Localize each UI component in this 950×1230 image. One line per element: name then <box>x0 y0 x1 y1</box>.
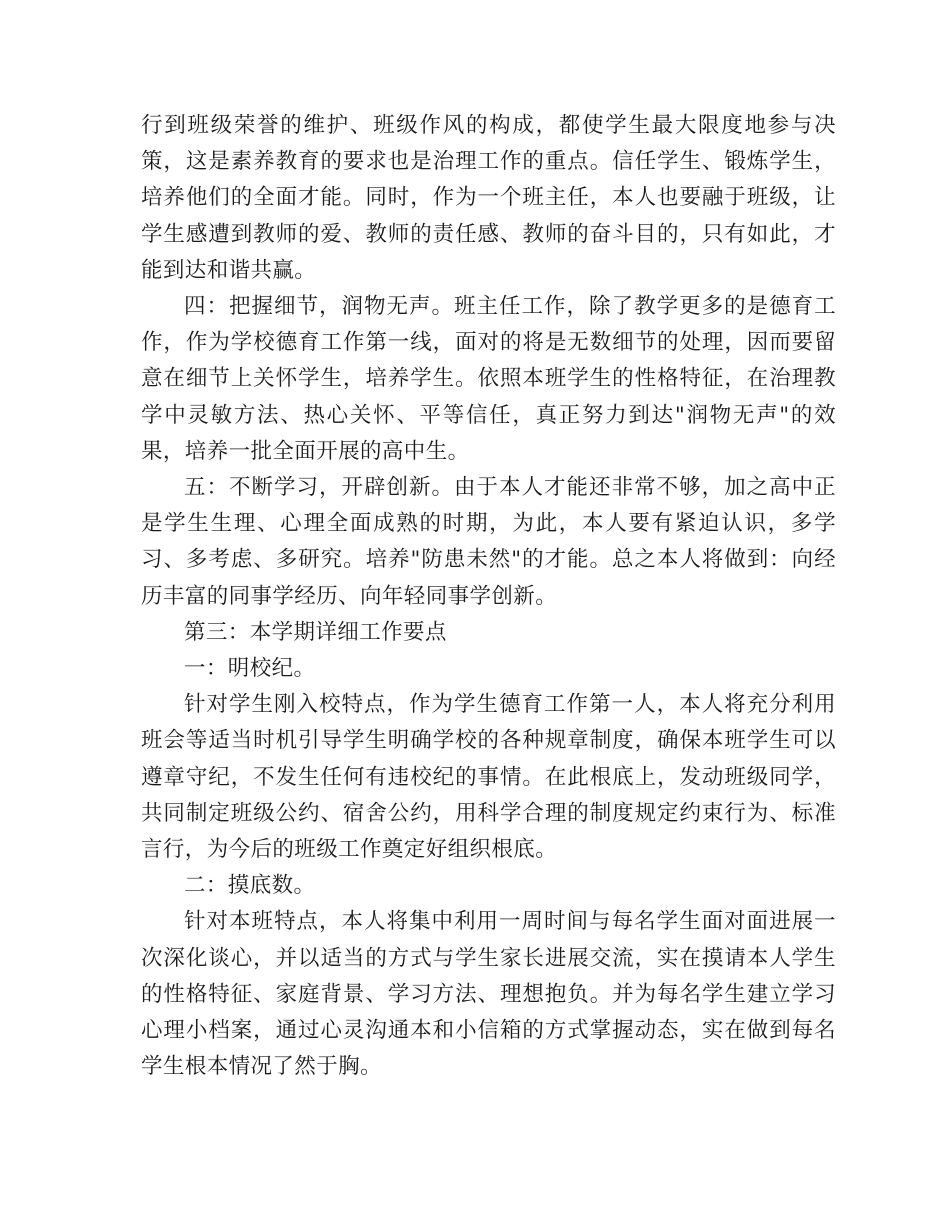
paragraph-point-five: 五：不断学习，开辟创新。由于本人才能还非常不够，加之高中正是学生生理、心理全面成熟的时期，为此，本人要有紧迫认识，多学习、多考虑、多研究。培养"防患未然"的才能。总之本人将做到：向经历丰富的同事学经历、向年轻同事学创新。 <box>141 475 836 609</box>
paragraph-continuation: 行到班级荣誉的维护、班级作风的构成，都使学生最大限度地参与决策，这是素养教育的要求也是治理工作的重点。信任学生、锻炼学生，培养他们的全面才能。同时，作为一个班主任，本人也要融于班级，让学生感遭到教师的爱、教师的责任感、教师的奋斗目的，只有如此，才能到达和谐共赢。 <box>141 113 836 283</box>
subheading-baseline-survey: 二：摸底数。 <box>184 873 316 899</box>
paragraph-baseline-survey: 针对本班特点，本人将集中利用一周时间与每名学生面对面进展一次深化谈心，并以适当的方式与学生家长进展交流，实在摸请本人学生的性格特征、家庭背景、学习方法、理想抱负。并为每名学生建立学习心理小档案，通过心灵沟通本和小信箱的方式掌握动态，实在做到每名学生根本情况了然于胸。 <box>141 909 836 1080</box>
document-body <box>141 108 836 1085</box>
paragraph-school-discipline: 针对学生刚入校特点，作为学生德育工作第一人，本人将充分利用班会等适当时机引导学生明确学校的各种规章制度，确保本班学生可以遵章守纪，不发生任何有违校纪的事情。在此根底上，发动班级同学，共同制定班级公约、宿舍公约，用科学合理的制度规定约束行为、标准言行，为今后的班级工作奠定好组织根底。 <box>141 692 836 863</box>
subheading-school-discipline: 一：明校纪。 <box>184 656 316 682</box>
paragraph-point-four: 四：把握细节，润物无声。班主任工作，除了教学更多的是德育工作，作为学校德育工作第一线，面对的将是无数细节的处理，因而要留意在细节上关怀学生，培养学生。依照本班学生的性格特征，在治理教学中灵敏方法、热心关怀、平等信任，真正努力到达"润物无声"的效果，培养一批全面开展的高中生。 <box>141 294 836 464</box>
section-heading-part-three: 第三：本学期详细工作要点 <box>184 619 447 645</box>
